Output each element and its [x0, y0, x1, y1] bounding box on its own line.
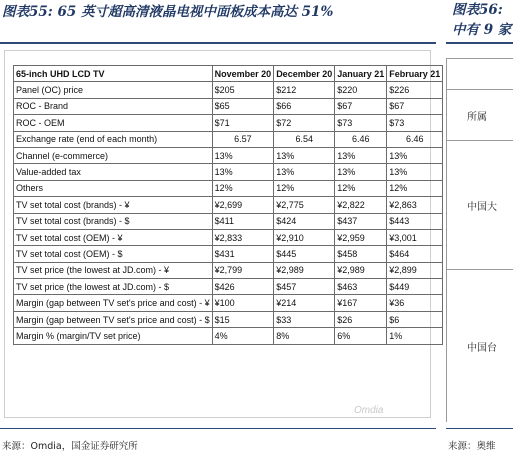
table-row [14, 164, 443, 180]
value-cell: 6.46 [335, 131, 387, 147]
value-cell: $431 [212, 246, 274, 262]
value-cell: 12% [335, 180, 387, 196]
value-cell: $65 [212, 98, 274, 114]
row-label-cell: Panel (OC) price [14, 82, 213, 98]
table-row [14, 98, 443, 114]
value-cell: 6% [335, 328, 387, 344]
table-row [14, 82, 443, 98]
header-cell: November 20 [212, 66, 274, 82]
value-cell: ¥167 [335, 295, 387, 311]
table-row [14, 295, 443, 311]
header-cell: February 21 [387, 66, 443, 82]
value-cell: ¥2,833 [212, 229, 274, 245]
header-cell: January 21 [335, 66, 387, 82]
right-table-cell: 中国大 [447, 141, 513, 270]
value-cell: 13% [335, 147, 387, 163]
table-row [14, 180, 443, 196]
figure-title-left: 图表55: 65 英寸超高清液晶电视中面板成本高达 51% [2, 4, 334, 18]
row-label-cell: Channel (e-commerce) [14, 147, 213, 163]
value-cell: $445 [274, 246, 335, 262]
value-cell: 13% [274, 147, 335, 163]
table-row [14, 197, 443, 213]
table-row [14, 131, 443, 147]
header-cell: 65-inch UHD LCD TV [14, 66, 213, 82]
value-cell: $33 [274, 311, 335, 327]
header-cell: December 20 [274, 66, 335, 82]
value-cell: ¥2,899 [387, 262, 443, 278]
value-cell: 13% [387, 147, 443, 163]
value-cell: ¥2,822 [335, 197, 387, 213]
row-label-cell: ROC - OEM [14, 115, 213, 131]
value-cell: ¥100 [212, 295, 274, 311]
table-row [14, 246, 443, 262]
value-cell: ¥214 [274, 295, 335, 311]
value-cell: $437 [335, 213, 387, 229]
row-label-cell: TV set total cost (OEM) - $ [14, 246, 213, 262]
value-cell: $449 [387, 279, 443, 295]
value-cell: 13% [335, 164, 387, 180]
row-label-cell: TV set total cost (brands) - ¥ [14, 197, 213, 213]
figure-title-right-line1: 图表56: [452, 2, 503, 18]
table-row [14, 229, 443, 245]
value-cell: $73 [335, 115, 387, 131]
value-cell: 12% [387, 180, 443, 196]
right-partial-table [446, 58, 513, 422]
value-cell: ¥2,959 [335, 229, 387, 245]
row-label-cell: TV set total cost (brands) - $ [14, 213, 213, 229]
value-cell: $212 [274, 82, 335, 98]
value-cell: ¥2,910 [274, 229, 335, 245]
row-label-cell: Margin % (margin/TV set price) [14, 328, 213, 344]
value-cell: $73 [387, 115, 443, 131]
value-cell: 6.54 [274, 131, 335, 147]
value-cell: $411 [212, 213, 274, 229]
value-cell: ¥2,989 [274, 262, 335, 278]
title-rule-left [0, 42, 436, 44]
table-row [14, 213, 443, 229]
value-cell: ¥3,001 [387, 229, 443, 245]
table-row [14, 311, 443, 327]
value-cell: 6.46 [387, 131, 443, 147]
table-row [14, 262, 443, 278]
value-cell: $71 [212, 115, 274, 131]
value-cell: 13% [274, 164, 335, 180]
value-cell: ¥2,989 [335, 262, 387, 278]
row-label-cell: Exchange rate (end of each month) [14, 131, 213, 147]
value-cell: ¥2,863 [387, 197, 443, 213]
value-cell: $443 [387, 213, 443, 229]
value-cell: $205 [212, 82, 274, 98]
value-cell: 8% [274, 328, 335, 344]
value-cell: $26 [335, 311, 387, 327]
value-cell: $457 [274, 279, 335, 295]
value-cell: 12% [212, 180, 274, 196]
value-cell: 4% [212, 328, 274, 344]
value-cell: $424 [274, 213, 335, 229]
source-rule-left [0, 428, 436, 429]
row-label-cell: Others [14, 180, 213, 196]
figure-title-right-line2: 中有 9 家 [452, 22, 512, 38]
value-cell: $464 [387, 246, 443, 262]
row-label-cell: ROC - Brand [14, 98, 213, 114]
row-label-cell: TV set price (the lowest at JD.com) - $ [14, 279, 213, 295]
value-cell: $226 [387, 82, 443, 98]
value-cell: $463 [335, 279, 387, 295]
value-cell: 13% [387, 164, 443, 180]
value-cell: $15 [212, 311, 274, 327]
table-row [14, 328, 443, 344]
value-cell: $426 [212, 279, 274, 295]
value-cell: $67 [387, 98, 443, 114]
value-cell: $458 [335, 246, 387, 262]
value-cell: $66 [274, 98, 335, 114]
value-cell: $67 [335, 98, 387, 114]
row-label-cell: Margin (gap between TV set's price and cost) - $ [14, 311, 213, 327]
tv-cost-table [13, 65, 443, 345]
table-row [14, 279, 443, 295]
source-note-right: 来源：奥维 [448, 441, 496, 452]
value-cell: 12% [274, 180, 335, 196]
right-table-cell: 所属 [447, 90, 513, 141]
value-cell: $72 [274, 115, 335, 131]
value-cell: 6.57 [212, 131, 274, 147]
title-rule-right [446, 42, 513, 44]
table-row [14, 147, 443, 163]
row-label-cell: TV set total cost (OEM) - ¥ [14, 229, 213, 245]
value-cell: $6 [387, 311, 443, 327]
table-row [14, 115, 443, 131]
value-cell: 1% [387, 328, 443, 344]
right-table-cell: 中国台 [447, 270, 513, 423]
omdia-watermark: Omdia [354, 405, 384, 416]
value-cell: 13% [212, 147, 274, 163]
source-rule-right [446, 428, 513, 429]
value-cell: ¥2,775 [274, 197, 335, 213]
row-label-cell: Margin (gap between TV set's price and cost) - ¥ [14, 295, 213, 311]
value-cell: $220 [335, 82, 387, 98]
row-label-cell: TV set price (the lowest at JD.com) - ¥ [14, 262, 213, 278]
row-label-cell: Value-added tax [14, 164, 213, 180]
value-cell: 13% [212, 164, 274, 180]
value-cell: ¥2,799 [212, 262, 274, 278]
value-cell: ¥36 [387, 295, 443, 311]
value-cell: ¥2,699 [212, 197, 274, 213]
table-header-row [14, 66, 443, 82]
figure-title-right [452, 0, 513, 40]
source-note-left: 来源：Omdia，国金证券研究所 [2, 441, 138, 452]
